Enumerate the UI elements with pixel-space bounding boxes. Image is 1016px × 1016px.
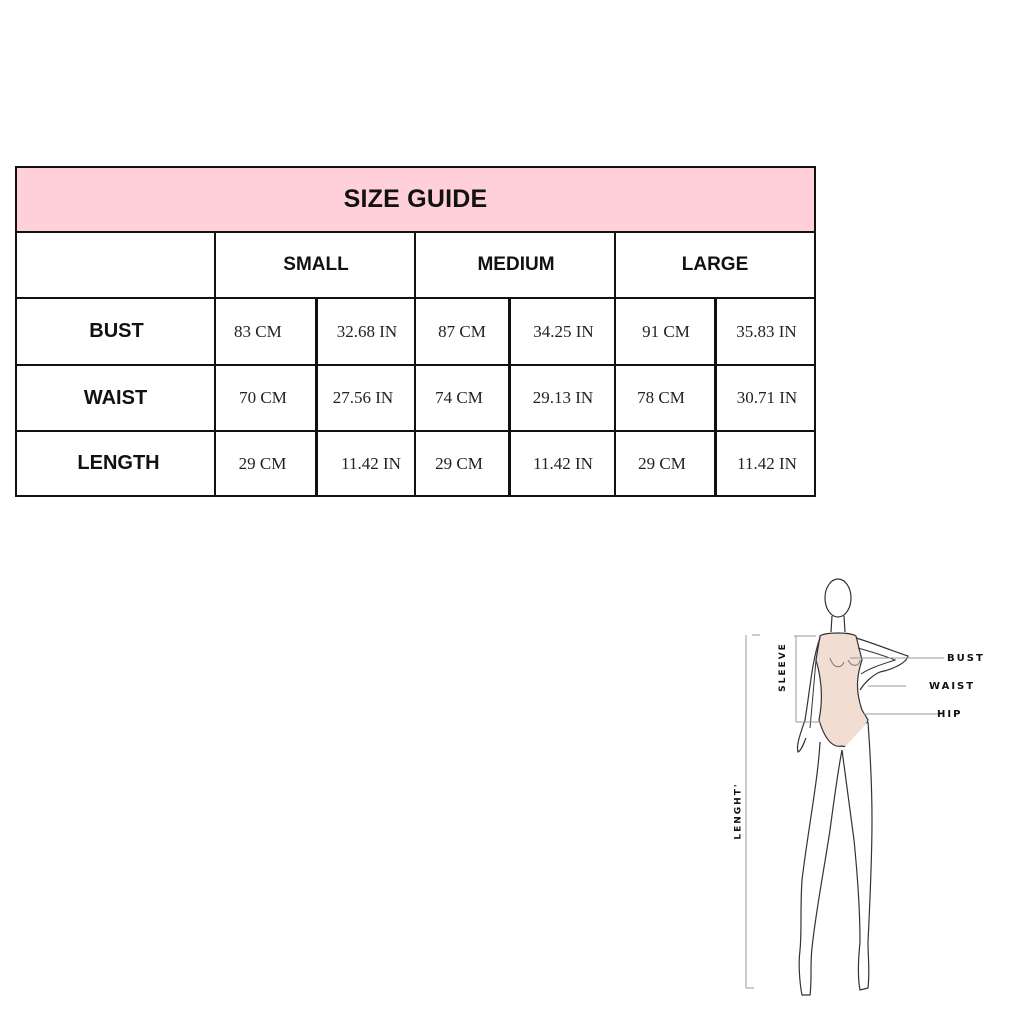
waist-small-cm: 70 CM [239, 388, 287, 407]
size-guide-title: SIZE GUIDE [17, 168, 814, 233]
bust-small-in: 32.68 IN [336, 321, 398, 341]
measurement-figure [730, 570, 1010, 1000]
length-small-in: 11.42 IN [341, 453, 401, 473]
waist-large-in: 30.71 IN [736, 388, 798, 407]
length-medium-cm: 29 CM [435, 453, 483, 473]
waist-small-in: 27.56 IN [332, 388, 394, 407]
bust-medium-cm: 87 CM [438, 321, 486, 341]
length-large-in: 11.42 IN [737, 453, 797, 473]
row-label-waist: WAIST [83, 386, 148, 409]
row-label-bust: BUST [89, 320, 144, 342]
column-divider [414, 233, 416, 495]
column-divider [614, 233, 616, 495]
bust-medium-in: 34.25 IN [533, 321, 594, 341]
size-header-medium: MEDIUM [477, 254, 555, 275]
waist-medium-in: 29.13 IN [532, 388, 594, 407]
length-large-cm: 29 CM [638, 453, 686, 473]
waist-label: WAIST [929, 681, 976, 692]
bust-large-in: 35.83 IN [736, 321, 797, 341]
sleeve-label: SLEEVE [777, 642, 788, 692]
size-header-large: LARGE [681, 254, 749, 275]
size-guide-table [15, 166, 816, 497]
unit-divider [315, 299, 318, 495]
length-small-cm: 29 CM [238, 453, 287, 473]
size-header-small: SMALL [283, 254, 349, 275]
waist-large-cm: 78 CM [637, 388, 685, 407]
unit-divider [714, 299, 717, 495]
hip-label: HIP [937, 709, 963, 720]
waist-medium-cm: 74 CM [435, 388, 483, 407]
fashion-croquis-illustration [730, 570, 1010, 1000]
bust-large-cm: 91 CM [642, 321, 690, 341]
corner-cell [17, 233, 216, 297]
row-label-length: LENGTH [77, 452, 160, 474]
length-label: LENGHT' [733, 782, 744, 840]
bust-label: BUST [947, 653, 985, 664]
unit-divider [508, 299, 511, 495]
column-divider [214, 233, 216, 495]
length-medium-in: 11.42 IN [533, 453, 593, 473]
bust-small-cm: 83 CM [234, 321, 282, 341]
